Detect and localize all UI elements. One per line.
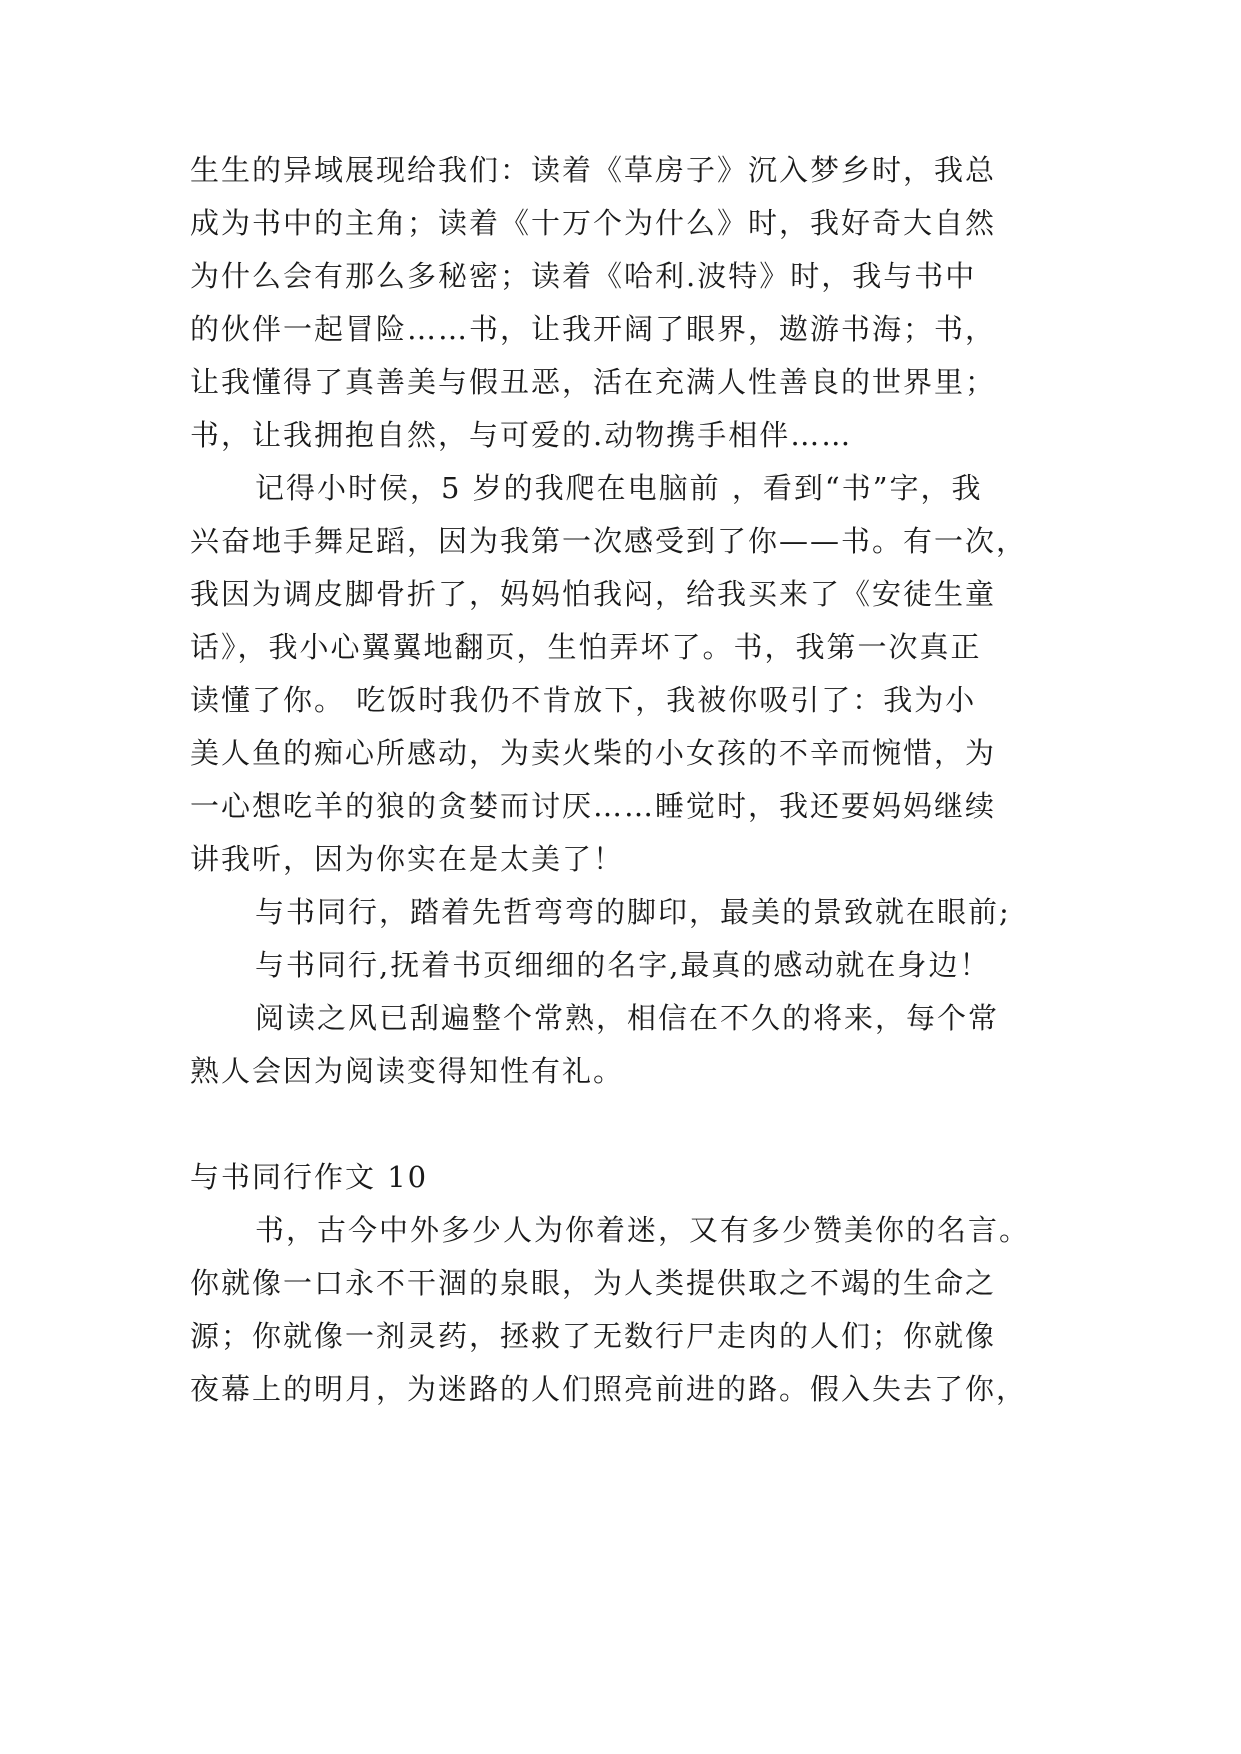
text-line: 阅读之风已刮遍整个常熟，相信在不久的将来，每个常	[255, 1001, 1000, 1035]
text-line: 一心想吃羊的狼的贪婪而讨厌……睡觉时，我还要妈妈继续	[190, 789, 997, 823]
section-heading: 与书同行作文 10	[190, 1160, 429, 1194]
text-line: 夜幕上的明月，为迷路的人们照亮前进的路。假入失去了你，	[190, 1372, 1028, 1406]
text-line: 与书同行,抚着书页细细的名字,最真的感动就在身边！	[255, 948, 991, 982]
text-line: 的伙伴一起冒险……书，让我开阔了眼界，遨游书海；书，	[190, 312, 997, 346]
text-line: 成为书中的主角；读着《十万个为什么》时，我好奇大自然	[190, 206, 997, 240]
text-line: 生生的异域展现给我们：读着《草房子》沉入梦乡时，我总	[190, 153, 997, 187]
text-line: 书，古今中外多少人为你着迷，又有多少赞美你的名言。	[255, 1213, 1031, 1247]
text-line: 熟人会因为阅读变得知性有礼。	[190, 1054, 625, 1088]
text-line: 让我懂得了真善美与假丑恶，活在充满人性善良的世界里；	[190, 365, 997, 399]
text-line: 记得小时侯，5 岁的我爬在电脑前 ，看到“书”字，我	[255, 471, 983, 505]
text-line: 与书同行，踏着先哲弯弯的脚印，最美的景致就在眼前;	[255, 895, 1011, 929]
text-line: 话》，我小心翼翼地翻页，生怕弄坏了。书，我第一次真正	[190, 630, 982, 664]
text-line: 你就像一口永不干涸的泉眼，为人类提供取之不竭的生命之	[190, 1266, 997, 1300]
text-line: 读懂了你。 吃饭时我仍不肯放下，我被你吸引了：我为小	[190, 683, 977, 717]
text-line: 讲我听，因为你实在是太美了！	[190, 842, 625, 876]
text-line: 书，让我拥抱自然，与可爱的.动物携手相伴……	[190, 418, 853, 452]
text-line: 我因为调皮脚骨折了，妈妈怕我闷，给我买来了《安徒生童	[190, 577, 997, 611]
text-line: 兴奋地手舞足蹈，因为我第一次感受到了你——书。有一次，	[190, 524, 1028, 558]
text-line: 美人鱼的痴心所感动，为卖火柴的小女孩的不辛而惋惜，为	[190, 736, 997, 770]
text-line: 源；你就像一剂灵药，拯救了无数行尸走肉的人们；你就像	[190, 1319, 997, 1353]
text-line: 为什么会有那么多秘密；读着《哈利.波特》时，我与书中	[190, 259, 977, 293]
